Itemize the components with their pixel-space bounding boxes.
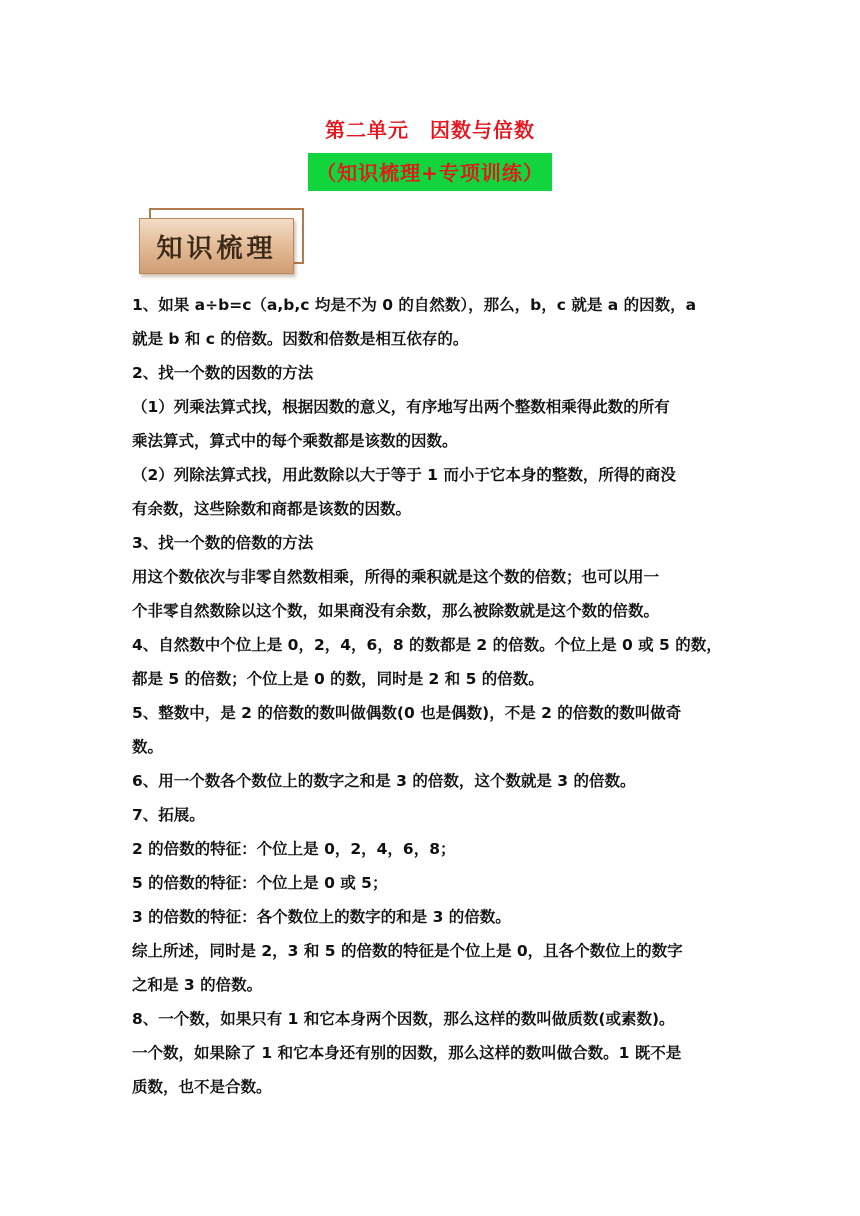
content-line: 5、整数中，是 2 的倍数的数叫做偶数(0 也是偶数)，不是 2 的倍数的数叫做奇 bbox=[132, 704, 682, 722]
content-line: 1、如果 a÷b=c（a,b,c 均是不为 0 的自然数），那么，b，c 就是 a 的因数，a bbox=[132, 296, 697, 314]
content-line: 用这个数依次与非零自然数相乘，所得的乘积就是这个数的倍数；也可以用一 bbox=[132, 568, 660, 586]
content-line: 都是 5 的倍数；个位上是 0 的数，同时是 2 和 5 的倍数。 bbox=[132, 670, 544, 688]
content-line: 有余数，这些除数和商都是该数的因数。 bbox=[132, 500, 412, 518]
badge-plate bbox=[139, 218, 294, 274]
page-subtitle: （知识梳理+专项训练） bbox=[308, 153, 552, 191]
content-line: 综上所述，同时是 2，3 和 5 的倍数的特征是个位上是 0，且各个数位上的数字 bbox=[132, 942, 683, 960]
knowledge-content bbox=[132, 288, 732, 1104]
content-line: 2 的倍数的特征：个位上是 0，2，4，6，8； bbox=[132, 840, 456, 858]
content-line: 一个数，如果除了 1 和它本身还有别的因数，那么这样的数叫做合数。1 既不是 bbox=[132, 1044, 682, 1062]
badge-label: 知识梳理 bbox=[156, 233, 277, 264]
section-badge bbox=[139, 208, 304, 274]
content-line: 之和是 3 的倍数。 bbox=[132, 976, 263, 994]
content-line: 就是 b 和 c 的倍数。因数和倍数是相互依存的。 bbox=[132, 330, 469, 348]
content-line: （2）列除法算式找，用此数除以大于等于 1 而小于它本身的整数，所得的商没 bbox=[132, 466, 676, 484]
content-line: 4、自然数中个位上是 0，2，4，6，8 的数都是 2 的倍数。个位上是 0 或 5 的数， bbox=[132, 636, 722, 654]
page-title: 第二单元 因数与倍数 bbox=[325, 118, 535, 142]
subtitle-container bbox=[0, 153, 860, 191]
content-line: 6、用一个数各个数位上的数字之和是 3 的倍数，这个数就是 3 的倍数。 bbox=[132, 772, 636, 790]
content-line: （1）列乘法算式找，根据因数的意义，有序地写出两个整数相乘得此数的所有 bbox=[132, 398, 670, 416]
content-line: 数。 bbox=[132, 738, 164, 756]
content-line: 2、找一个数的因数的方法 bbox=[132, 364, 314, 382]
content-line: 7、拓展。 bbox=[132, 806, 205, 824]
content-line: 质数，也不是合数。 bbox=[132, 1078, 272, 1096]
content-line: 8、一个数，如果只有 1 和它本身两个因数，那么这样的数叫做质数(或素数)。 bbox=[132, 1010, 675, 1028]
content-line: 3、找一个数的倍数的方法 bbox=[132, 534, 314, 552]
content-line: 个非零自然数除以这个数，如果商没有余数，那么被除数就是这个数的倍数。 bbox=[132, 602, 660, 620]
content-line: 5 的倍数的特征：个位上是 0 或 5； bbox=[132, 874, 388, 892]
content-line: 3 的倍数的特征：各个数位上的数字的和是 3 的倍数。 bbox=[132, 908, 511, 926]
content-line: 乘法算式，算式中的每个乘数都是该数的因数。 bbox=[132, 432, 458, 450]
